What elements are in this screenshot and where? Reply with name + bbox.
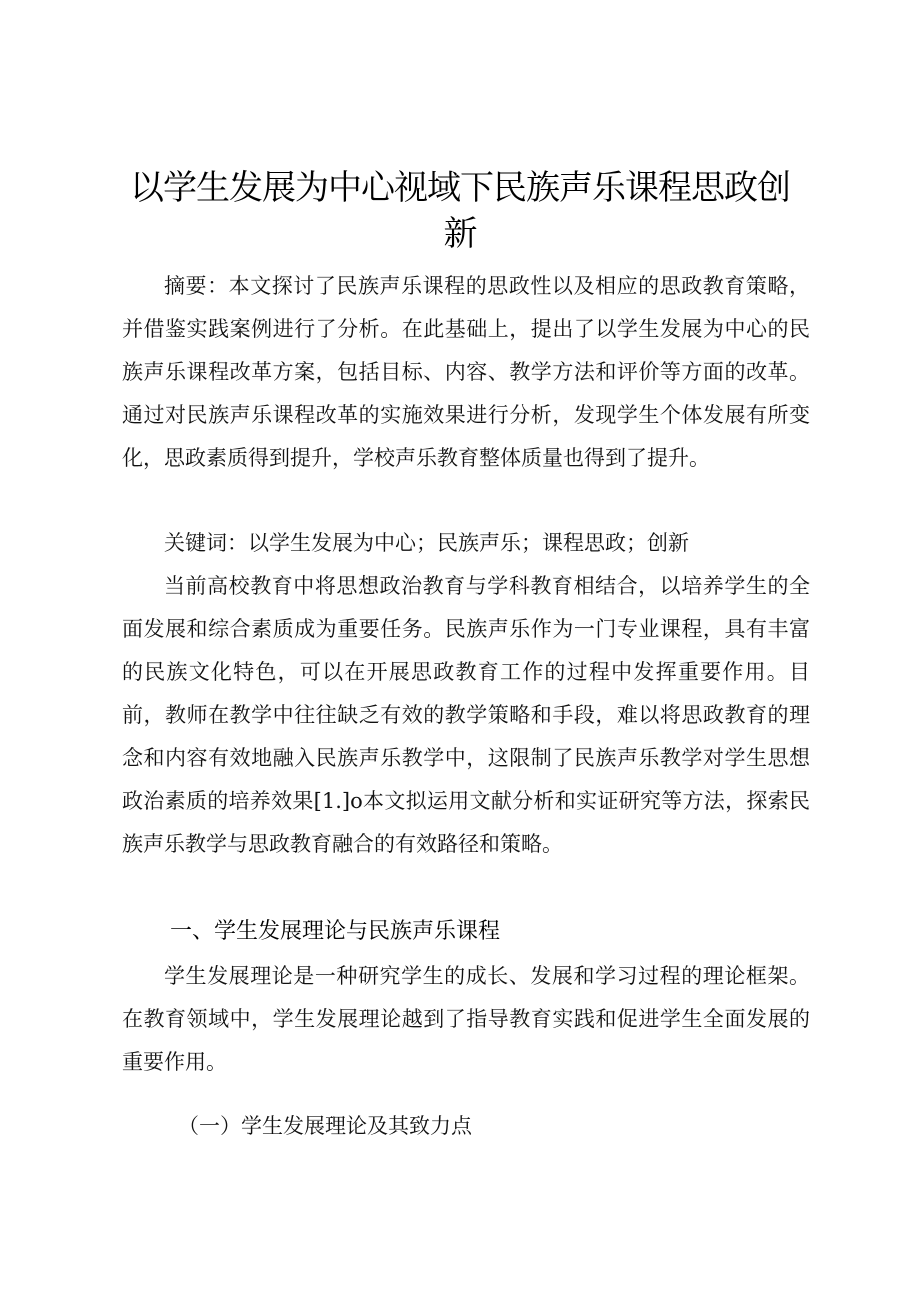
document-title-line2: 新 (443, 214, 477, 254)
abstract-paragraph: 摘要：本文探讨了民族声乐课程的思政性以及相应的思政教育策略，并借鉴实践案例进行了分析。在此基础上，提出了以学生发展为中心的民族声乐课程改革方案，包括目标、内容、教学方法和评价等方面的改革。通过对民族声乐课程改革的实施效果进行分析，发现学生个体发展有所变化，思政素质得到提升，学校声乐教育整体质量也得到了提升。 (122, 274, 810, 470)
subsection-heading-1: （一）学生发展理论及其致力点 (178, 1114, 472, 1138)
keywords-line: 关键词：以学生发展为中心；民族声乐；课程思政；创新 (164, 531, 689, 555)
intro-paragraph: 当前高校教育中将思想政治教育与学科教育相结合，以培养学生的全面发展和综合素质成为重要任务。民族声乐作为一门专业课程，具有丰富的民族文化特色，可以在开展思政教育工作的过程中发挥重要作用。目前，教师在教学中往往缺乏有效的教学策略和手段，难以将思政教育的理念和内容有效地融入民族声乐教学中，这限制了民族声乐教学对学生思想政治素质的培养效果[1.]o本文拟运用文献分析和实证研究等方法，探索民族声乐教学与思政教育融合的有效路径和策略。 (122, 574, 810, 856)
document-title-line1: 以学生发展为中心视域下民族声乐课程思政创 (130, 168, 790, 208)
section-heading-1: 一、学生发展理论与民族声乐课程 (170, 919, 501, 944)
section1-paragraph: 学生发展理论是一种研究学生的成长、发展和学习过程的理论框架。在教育领域中，学生发展理论越到了指导教育实践和促进学生全面发展的重要作用。 (122, 964, 810, 1074)
